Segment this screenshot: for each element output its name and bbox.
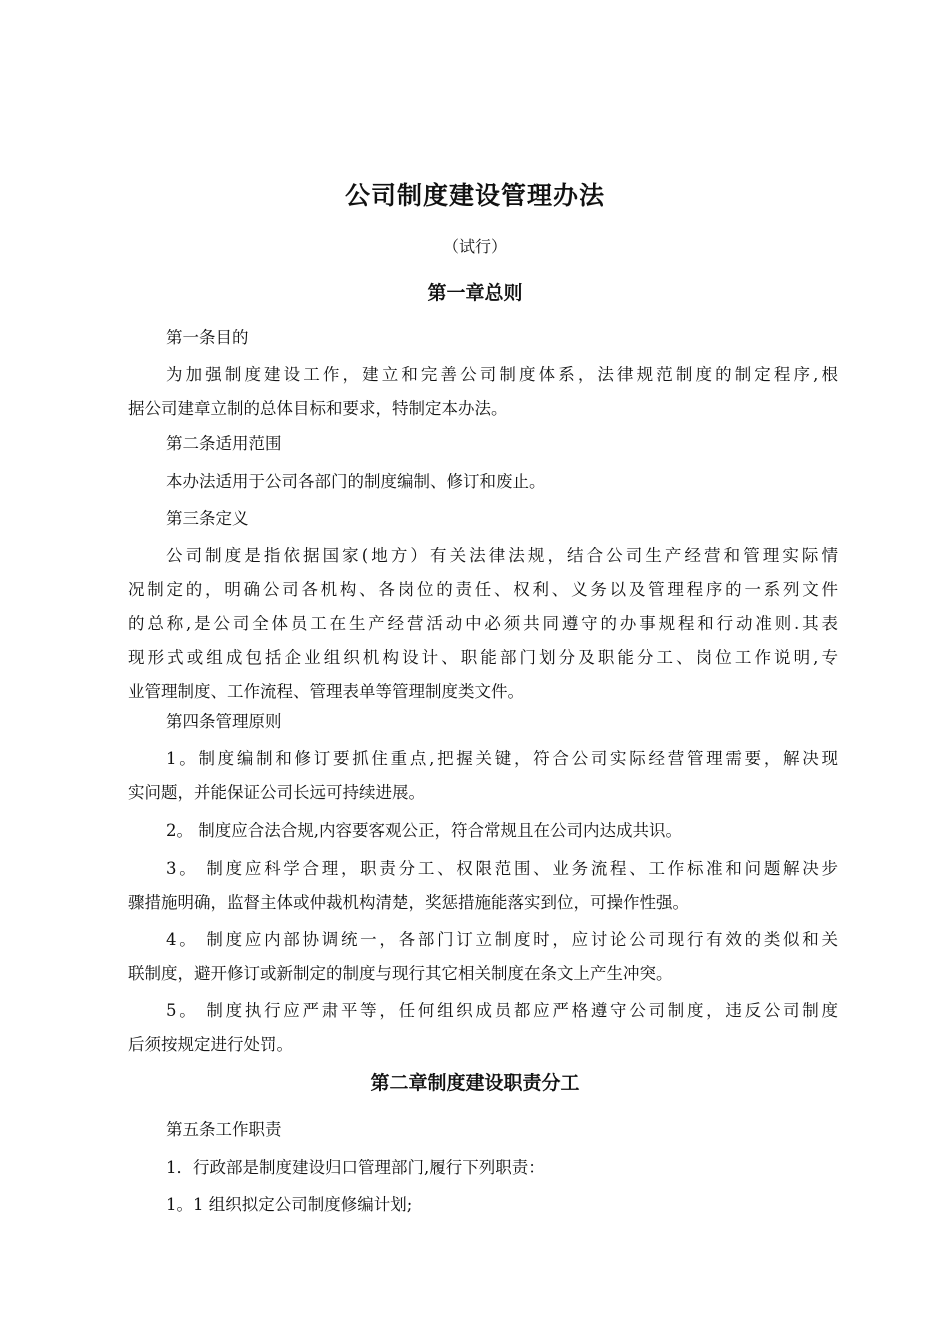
article-3-paragraph — [128, 539, 838, 709]
article-5-item-1: 1．行政部是制度建设归口管理部门,履行下列职责： — [166, 1158, 545, 1177]
paragraph-line: 后须按规定进行处罚。 — [128, 1035, 293, 1054]
chapter-2-heading: 第二章制度建设职责分工 — [370, 1072, 580, 1094]
article-4-item-5 — [128, 994, 838, 1062]
paragraph-line: 据公司建章立制的总体目标和要求，特制定本办法。 — [128, 399, 508, 418]
paragraph-line: 联制度，避开修订或新制定的制度与现行其它相关制度在条文上产生冲突。 — [128, 964, 673, 983]
article-2-heading: 第二条适用范围 — [166, 434, 282, 453]
paragraph-line: 2。 制度应合法合规,内容要客观公正，符合常规且在公司内达成共识。 — [166, 821, 682, 840]
paragraph-line: 为加强制度建设工作，建立和完善公司制度体系，法律规范制度的制定程序,根 — [166, 365, 838, 384]
paragraph-line: 1。制度编制和修订要抓住重点,把握关键，符合公司实际经营管理需要，解决现 — [166, 749, 838, 768]
article-3-heading: 第三条定义 — [166, 509, 249, 528]
paragraph-line: 5。 制度执行应严肃平等，任何组织成员都应严格遵守公司制度，违反公司制度 — [166, 1001, 838, 1020]
article-4-heading: 第四条管理原则 — [166, 712, 282, 731]
paragraph-line: 4。 制度应内部协调统一，各部门订立制度时，应讨论公司现行有效的类似和关 — [166, 930, 838, 949]
article-2-text: 本办法适用于公司各部门的制度编制、修订和废止。 — [166, 472, 546, 491]
article-5-heading: 第五条工作职责 — [166, 1120, 282, 1139]
paragraph-line: 实问题，并能保证公司长远可持续进展。 — [128, 783, 425, 802]
paragraph-line: 骤措施明确，监督主体或仲裁机构清楚，奖惩措施能落实到位，可操作性强。 — [128, 893, 689, 912]
article-4-item-1 — [128, 742, 838, 810]
paragraph-line: 业管理制度、工作流程、管理表单等管理制度类文件。 — [128, 682, 524, 701]
paragraph-line: 现形式或组成包括企业组织机构设计、职能部门划分及职能分工、岗位工作说明,专 — [128, 648, 838, 667]
paragraph-line: 的总称,是公司全体员工在生产经营活动中必须共同遵守的办事规程和行动准则.其表 — [128, 614, 838, 633]
article-4-item-3 — [128, 852, 838, 920]
paragraph-line: 况制定的，明确公司各机构、各岗位的责任、权利、义务以及管理程序的一系列文件 — [128, 580, 838, 599]
chapter-1-heading: 第一章总则 — [427, 282, 523, 304]
document-subtitle: （试行） — [442, 237, 507, 256]
article-5-item-1-1: 1。1 组织拟定公司制度修编计划; — [166, 1195, 413, 1214]
article-4-item-4 — [128, 923, 838, 991]
article-1-paragraph — [128, 358, 838, 426]
document-title: 公司制度建设管理办法 — [344, 181, 605, 210]
article-4-item-2 — [128, 814, 838, 848]
paragraph-line: 公司制度是指依据国家(地方）有关法律法规，结合公司生产经营和管理实际情 — [166, 546, 838, 565]
article-1-heading: 第一条目的 — [166, 328, 249, 347]
paragraph-line: 3。 制度应科学合理，职责分工、权限范围、业务流程、工作标准和问题解决步 — [166, 859, 838, 878]
